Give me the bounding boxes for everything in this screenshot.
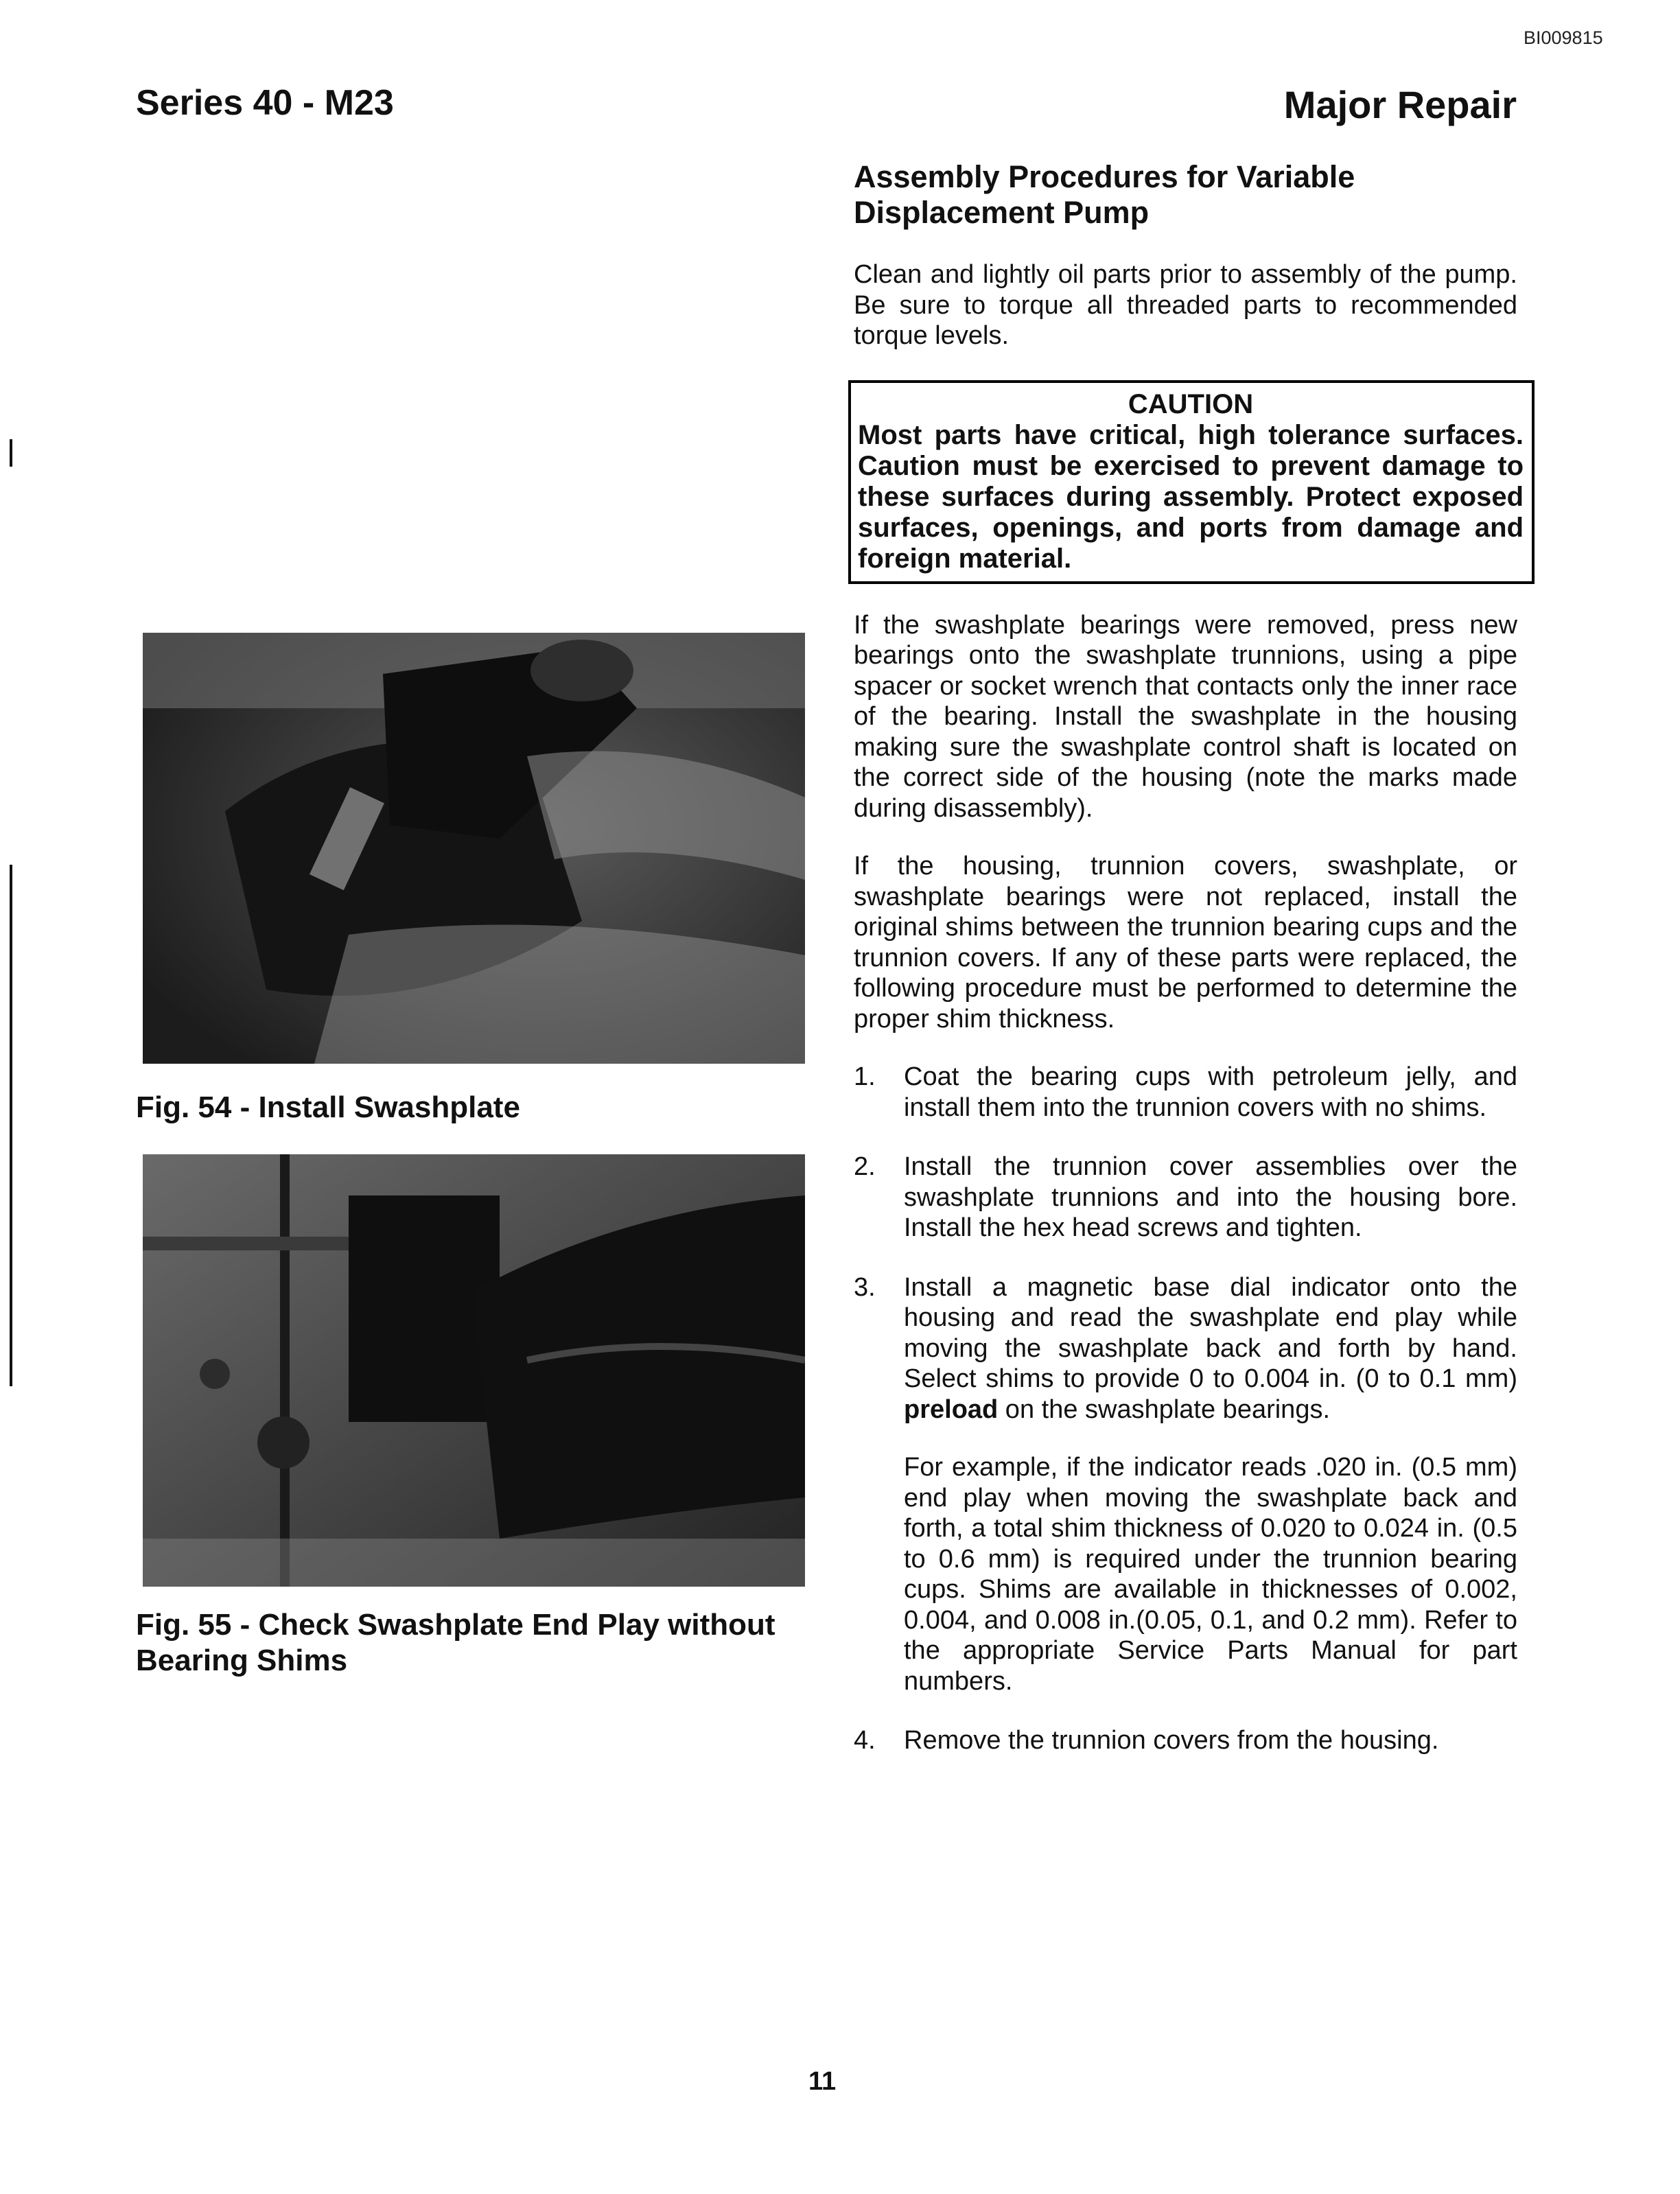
series-heading: Series 40 - M23 [136,83,394,123]
left-margin-rule [10,865,12,1386]
swashplate-bearing-paragraph: If the swashplate bearings were removed, press new bearings onto the swashplate trunnions, using a pipe spacer or socket wrench that contacts only the inner race of the bearing. Install the swashplate in the housing making sure the swashplate control shaft is located on the correct side of the housing (note the marks made during disassembly). [854,610,1517,823]
procedure-title: Assembly Procedures for Variable Displacement Pump [854,159,1355,230]
figure-55-photo [143,1154,805,1587]
preload-term: preload [904,1394,999,1424]
step-text [904,1272,1517,1425]
example-paragraph: For example, if the indicator reads .020 in. (0.5 mm) end play when moving the swashplate back and forth, a total shim thickness of 0.020 to 0.024 in. (0.5 to 0.6 mm) is required under the trunnion bearing cups. Shims are available in thicknesses of 0.002, 0.004, and 0.008 in.(0.05, 0.1, and 0.2 mm). Refer to the appropriate Service Parts Manual for part numbers. [904,1453,1517,1696]
figure-54-caption: Fig. 54 - Install Swashplate [136,1090,520,1124]
section-heading: Major Repair [1283,83,1517,126]
step-1 [854,1062,1517,1123]
step-number: 4. [854,1726,876,1755]
caution-title: CAUTION [1128,388,1254,419]
step-number: 2. [854,1152,876,1181]
page-number: 11 [808,2067,837,2096]
step-3 [854,1272,1517,1697]
shim-paragraph: If the housing, trunnion covers, swashplate, or swashplate bearings were not replaced, install the original shims between the trunnion bearing cups and the trunnion covers. If any of these parts were replaced, the following procedure must be performed to determine the proper shim thickness. [854,852,1517,1034]
caution-box [848,380,1535,584]
step-number: 3. [854,1272,876,1302]
procedure-steps [854,1062,1517,1756]
right-column [854,159,1524,1785]
step-text-after: on the swashplate bearings. [998,1394,1331,1424]
figure-54-photo [143,633,805,1064]
step-text-before: Install a magnetic base dial indicator onto the housing and read the swashplate end play while moving the swashplate back and forth by hand. Select shims to provide 0 to 0.004 in. (0 to 0.1 mm) [904,1272,1517,1393]
caution-text: Most parts have critical, high tolerance surfaces. Caution must be exercised to prevent damage to these surfaces during assembly. Protect exposed surfaces, openings, and ports from damage and foreign material. [858,419,1524,574]
intro-paragraph: Clean and lightly oil parts prior to assembly of the pump. Be sure to torque all threaded parts to recommended torque levels. [854,260,1517,350]
step-text: Install the trunnion cover assemblies over the swashplate trunnions and into the housing bore. Install the hex head screws and tighten. [904,1152,1517,1242]
step-number: 1. [854,1062,876,1091]
step-2 [854,1152,1517,1244]
step-text: Remove the trunnion covers from the housing. [904,1726,1439,1755]
figure-55-caption: Fig. 55 - Check Swashplate End Play without Bearing Shims [136,1608,775,1677]
step-text: Coat the bearing cups with petroleum jelly, and install them into the trunnion covers with no shims. [904,1062,1517,1122]
left-margin-mark [10,439,12,467]
document-id: BI009815 [1524,27,1603,48]
step-4 [854,1725,1517,1756]
